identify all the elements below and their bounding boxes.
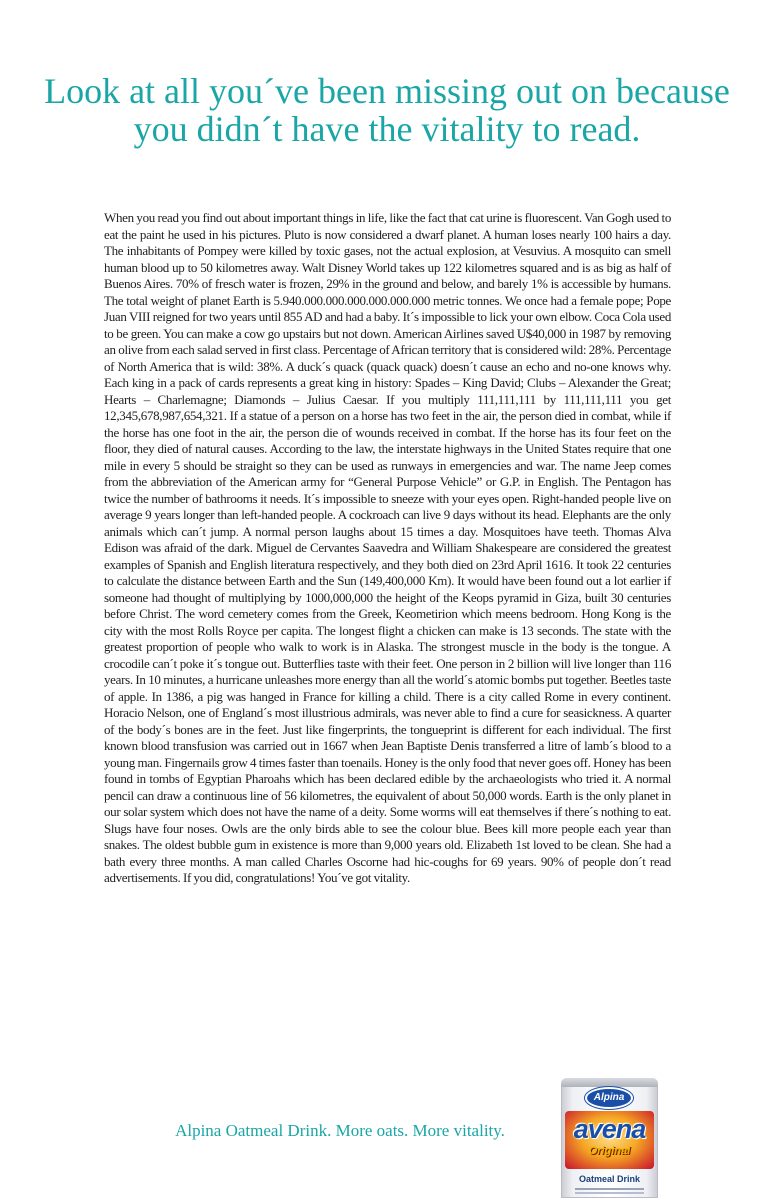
product-package bbox=[561, 1078, 658, 1198]
package-fineprint bbox=[575, 1188, 644, 1190]
alpina-logo: Alpina bbox=[587, 1089, 631, 1107]
product-label: Oatmeal Drink bbox=[578, 1174, 641, 1184]
package-lid bbox=[561, 1078, 658, 1087]
product-variant: Original bbox=[588, 1145, 631, 1157]
body-copy: When you read you find out about important things in life, like the fact that cat urine is fluorescent. Van Gogh used to eat the paint he used in his pictures. Pluto is now considered a dwarf planet. A human loses nearly 100 hairs a day. The inhabitants of Pompey were killed by toxic gases, not the actual explosion, at Vesuvius. A mosquito can smell human blood up to 50 kilometres away. Walt Disney World takes up 122 kilometres squared and is as big as half of Buenos Aires. 70% of fresch water is frozen, 29% in the ground and below, and barely 1% is accessible by humans. The total weight of planet Earth is 5.940.000.000.000.000.000.000 metric tonnes. We once had a female pope; Pope Juan VIII reigned for two years until 855 AD and had a baby. It´s impossible to lick your own elbow. Coca Cola used to be green. You can make a cow go upstairs but not down. American Airlines saved U$40,000 in 1987 by removing an olive from each salad served in first class. Percentage of African territory that is considered wild: 28%. Percentage of North America that is wild: 38%. A duck´s quack (quack quack) doesn´t cause an echo and no-one knows why. Each king in a pack of cards represents a great king in history: Spades – King David; Clubs – Alexander the Great; Hearts – Charlemagne; Diamonds – Julius Caesar. If you multiply 111,111,111 by 111,111,111 you get 12,345,678,987,654,321. If a statue of a person on a horse has two feet in the air, the person died in combat, while if the horse has one foot in the air, the person die of wounds received in combat. If the horse has its four feet on the floor, they died of natural causes. According to the law, the interstate highways in the United States require that one mile in every 5 should be straight so they can be used as runways in emergencies and war. The name Jeep comes from the abbreviation of the American army for “General Purpose Vehicle” or G.P. in English. The Pentagon has twice the number of bathrooms it needs. It´s impossible to sneeze with your eyes open. Right-handed people live on average 9 years longer than left-handed people. A cockroach can live 9 days without its head. Elephants are the only animals which can´t jump. A normal person laughs about 15 times a day. Mosquitoes have teeth. Thomas Alva Edison was afraid of the dark. Miguel de Cervantes Saavedra and William Shakespeare are considered the greatest examples of Spanish and English literatura respectively, and they both died on 23rd April 1616. It took 22 centuries to calculate the distance between Earth and the Sun (149,400,000 Km). It would have been found out a lot earlier if someone had thought of multiplying by 1000,000,000 the height of the Keops pyramid in Giza, built 30 centuries before Christ. The word cemetery comes from the Greek, Keometirion which meens bedroom. Hong Kong is the city with the most Rolls Royce per capita. The longest flight a chicken can make is 13 seconds. The state with the greatest proportion of people who walk to work is in Alaska. The strongest muscle in the body is the tongue. A crocodile can´t poke it´s tongue out. Butterflies taste with their feet. One person in 2 billion will live longer than 116 years. In 10 minutes, a hurricane unleashes more energy than all the world´s atomic bombs put together. Beetles taste of apple. In 1386, a pig was hanged in France for killing a child. There is a city called Rome in every continent. Horacio Nelson, one of England´s most illustrious admirals, was never able to find a cure for seasickness. A quarter of the body´s bones are in the feet. Just like fingerprints, the tongueprint is different for each individual. The first known blood transfusion was carried out in 1667 when Jean Baptiste Denis transferred a litre of lamb´s blood to a young man. Fingernails grow 4 times faster than toenails. Honey is the only food that never goes off. Honey has been found in tombs of Egyptian Pharoahs which has been declared edible by the archaeologists who tried it. A normal pencil can draw a continuous line of 56 kilometres, the equivalent of about 50,000 words. Earth is the only planet in our solar system which does not have the name of a deity. Some worms will eat themselves if there´s nothing to eat. Slugs have four noses. Owls are the only birds able to see the colour blue. Bees kill more people each year than snakes. The oldest bubble gum in existence is more than 9,000 years old. Elizabeth 1st loved to be clean. She had a bath every three months. A man called Charles Oscorne had hic-coughs for 69 years. 90% of people don´t read advertisements. If you did, congratulations! You´ve got vitality. bbox=[104, 210, 671, 885]
product-brand: avena bbox=[573, 1114, 646, 1144]
tagline: Alpina Oatmeal Drink. More oats. More vitality. bbox=[175, 1121, 505, 1140]
headline: Look at all you´ve been missing out on because you didn´t have the vitality to read. bbox=[44, 71, 730, 149]
